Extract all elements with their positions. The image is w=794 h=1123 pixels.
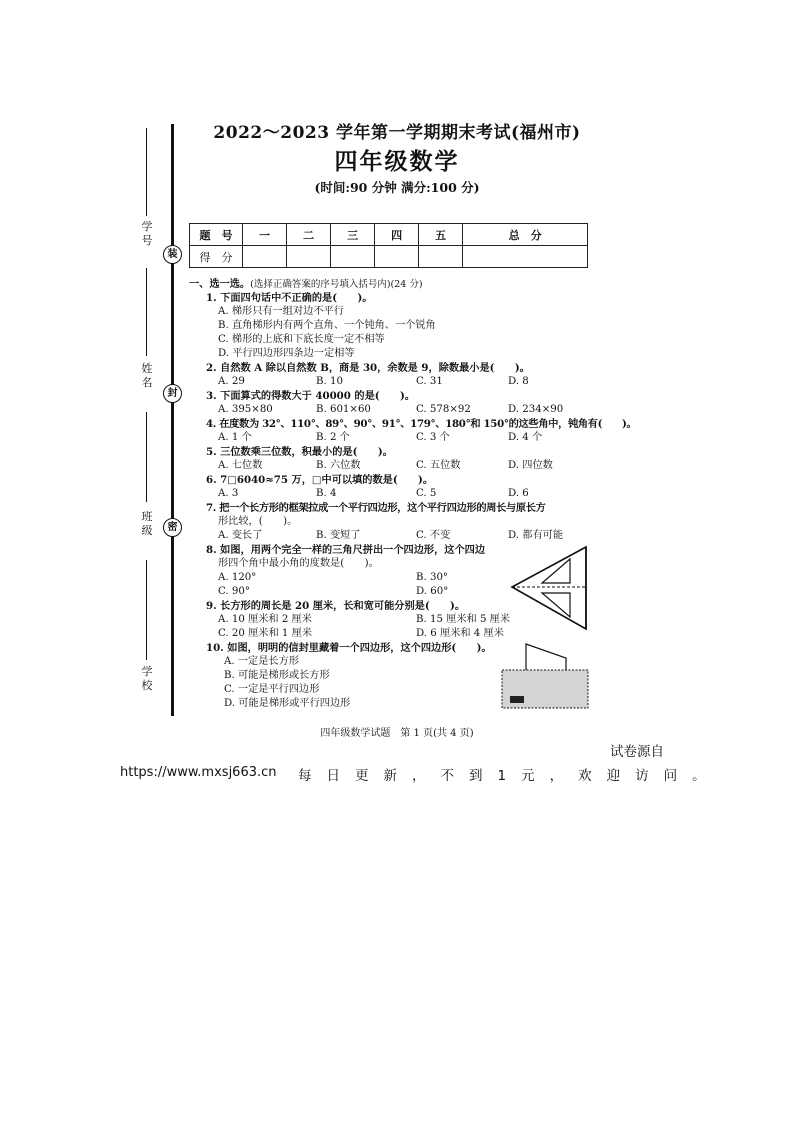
- score-header-cell: 题 号: [190, 224, 243, 246]
- option-item[interactable]: D. 可能是梯形或平行四边形: [224, 698, 351, 709]
- question-stem: 8. 如图，用两个完全一样的三角尺拼出一个四边形，这个四边: [206, 544, 486, 556]
- seal-mark: 密: [163, 518, 182, 537]
- question-stem: 1. 下面四句话中不正确的是( )。: [206, 292, 373, 304]
- option-item[interactable]: B. 直角梯形内有两个直角、一个钝角、一个锐角: [218, 320, 436, 331]
- option-item[interactable]: D. 8: [508, 376, 529, 387]
- option-item[interactable]: D. 6 厘米和 4 厘米: [416, 628, 504, 639]
- exam-title: 2022～2023 学年第一学期期末考试(福州市): [213, 123, 581, 143]
- seal-mark: 封: [163, 384, 182, 403]
- question-stem: 6. 7□6040≈75 万，□中可以填的数是( )。: [206, 474, 434, 486]
- score-cell[interactable]: [463, 246, 588, 268]
- option-item[interactable]: C. 20 厘米和 1 厘米: [218, 628, 313, 639]
- option-item[interactable]: C. 一定是平行四边形: [224, 684, 320, 695]
- question-stem: 3. 下面算式的得数大于 40000 的是( )。: [206, 390, 415, 402]
- option-item[interactable]: D. 60°: [416, 586, 449, 597]
- score-header-cell: 四: [375, 224, 419, 246]
- envelope-figure: [500, 640, 592, 712]
- score-header-cell: 一: [243, 224, 287, 246]
- option-item[interactable]: D. 都有可能: [508, 530, 564, 541]
- option-item[interactable]: A. 梯形只有一组对边不平行: [218, 306, 344, 317]
- exam-time-info: (时间:90 分钟 满分:100 分): [314, 180, 480, 195]
- margin-write-line[interactable]: [146, 268, 147, 356]
- option-item[interactable]: B. 601×60: [316, 404, 371, 415]
- set-squares-figure: [508, 545, 590, 633]
- question-stem: 4. 在度数为 32°、110°、89°、90°、91°、179°、180°和 150°的这些角中，钝角有( )。: [206, 418, 637, 430]
- score-table: [189, 223, 588, 268]
- margin-write-line[interactable]: [146, 412, 147, 502]
- option-item[interactable]: B. 六位数: [316, 460, 361, 471]
- score-cell[interactable]: [375, 246, 419, 268]
- score-header-cell: 二: [287, 224, 331, 246]
- exam-subject: 四年级数学: [334, 148, 460, 175]
- section-heading: [189, 277, 423, 292]
- option-item[interactable]: B. 30°: [416, 572, 449, 583]
- question-stem: 5. 三位数乘三位数，积最小的是( )。: [206, 446, 393, 458]
- option-item[interactable]: A. 395×80: [218, 404, 273, 415]
- question-stem-continued: 形四个角中最小角的度数是( )。: [218, 558, 379, 569]
- question-stem: 9. 长方形的周长是 20 厘米，长和宽可能分别是( )。: [206, 600, 466, 612]
- option-item[interactable]: A. 10 厘米和 2 厘米: [218, 614, 312, 625]
- option-item[interactable]: A. 一定是长方形: [224, 656, 299, 667]
- option-item[interactable]: C. 31: [416, 376, 443, 387]
- margin-label-class: 班 级: [141, 510, 164, 537]
- option-item[interactable]: D. 四位数: [508, 460, 553, 471]
- option-item[interactable]: D. 平行四边形四条边一定相等: [218, 348, 355, 359]
- option-item[interactable]: D. 4 个: [508, 432, 543, 443]
- score-table-score-row: [190, 246, 588, 268]
- option-item[interactable]: B. 4: [316, 488, 337, 499]
- margin-label-name: 姓 名: [141, 362, 164, 389]
- score-header-cell: 总 分: [463, 224, 588, 246]
- score-table-header-row: [190, 224, 588, 246]
- question-stem: 2. 自然数 A 除以自然数 B，商是 30，余数是 9，除数最小是( )。: [206, 362, 530, 374]
- source-url[interactable]: https://www.mxsj663.cn: [120, 765, 277, 780]
- option-item[interactable]: A. 29: [218, 376, 245, 387]
- score-cell[interactable]: [287, 246, 331, 268]
- option-item[interactable]: C. 3 个: [416, 432, 450, 443]
- seal-mark: 装: [163, 245, 182, 264]
- source-note: 试卷源自: [610, 744, 664, 760]
- option-item[interactable]: A. 变长了: [218, 530, 263, 541]
- option-item[interactable]: A. 120°: [218, 572, 257, 583]
- margin-write-line[interactable]: [146, 128, 147, 216]
- option-item[interactable]: B. 10: [316, 376, 343, 387]
- question-stem-continued: 形比较，( )。: [218, 516, 298, 527]
- score-cell[interactable]: [419, 246, 463, 268]
- option-item[interactable]: A. 1 个: [218, 432, 252, 443]
- option-item[interactable]: C. 不变: [416, 530, 451, 541]
- binding-line: [171, 124, 174, 716]
- score-cell[interactable]: [331, 246, 375, 268]
- score-row-label: 得 分: [190, 246, 243, 268]
- question-stem: 7. 把一个长方形的框架拉成一个平行四边形，这个平行四边形的周长与原长方: [206, 502, 546, 514]
- option-item[interactable]: C. 578×92: [416, 404, 471, 415]
- option-item[interactable]: B. 变短了: [316, 530, 361, 541]
- promo-slogan: 每日更新，不到1元，欢迎访问。: [298, 768, 721, 784]
- margin-label-student-id: 学 号: [141, 220, 164, 247]
- option-item[interactable]: A. 七位数: [218, 460, 263, 471]
- option-item[interactable]: B. 可能是梯形或长方形: [224, 670, 330, 681]
- option-item[interactable]: B. 15 厘米和 5 厘米: [416, 614, 511, 625]
- option-item[interactable]: D. 234×90: [508, 404, 564, 415]
- score-header-cell: 三: [331, 224, 375, 246]
- option-item[interactable]: B. 2 个: [316, 432, 350, 443]
- option-item[interactable]: D. 6: [508, 488, 529, 499]
- option-item[interactable]: C. 梯形的上底和下底长度一定不相等: [218, 334, 385, 345]
- question-stem: 10. 如图，明明的信封里藏着一个四边形，这个四边形( )。: [206, 642, 492, 654]
- section-heading-title: 一、选一选。: [189, 278, 251, 290]
- option-item[interactable]: C. 90°: [218, 586, 250, 597]
- option-item[interactable]: A. 3: [218, 488, 239, 499]
- score-header-cell: 五: [419, 224, 463, 246]
- option-item[interactable]: C. 五位数: [416, 460, 461, 471]
- score-cell[interactable]: [243, 246, 287, 268]
- section-instruction: (选择正确答案的序号填入括号内)(24 分): [250, 279, 423, 290]
- margin-label-school: 学 校: [141, 665, 164, 692]
- margin-write-line[interactable]: [146, 560, 147, 660]
- page-footer: 四年级数学试题 第 1 页(共 4 页): [320, 728, 474, 739]
- option-item[interactable]: C. 5: [416, 488, 437, 499]
